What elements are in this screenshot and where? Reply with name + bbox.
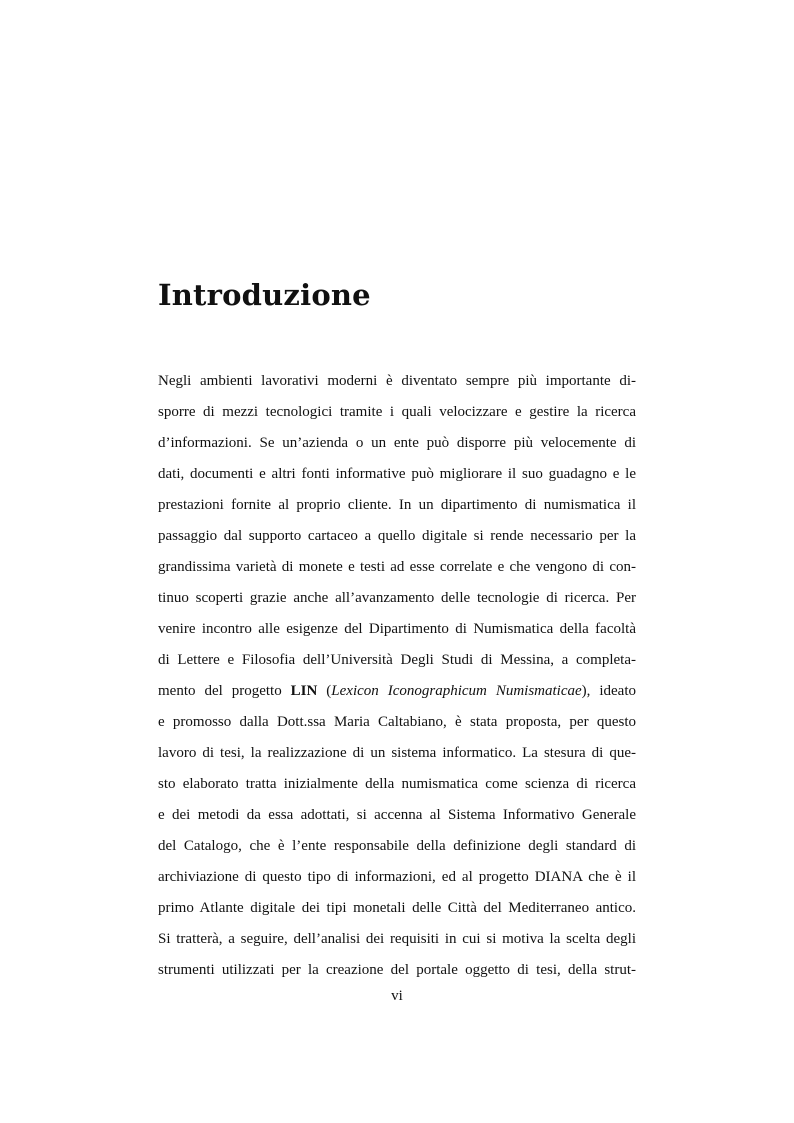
body-line: e dei metodi da essa adottati, si accenna al Sistema Informativo Generale (158, 807, 636, 823)
chapter-title: Introduzione (158, 278, 371, 312)
body-paragraph (158, 366, 636, 986)
body-line: d’informazioni. Se un’azienda o un ente può disporre più velocemente di (158, 435, 636, 451)
body-line: di Lettere e Filosofia dell’Università Degli Studi di Messina, a completa- (158, 652, 636, 668)
body-line: primo Atlante digitale dei tipi monetali delle Città del Mediterraneo antico. (158, 900, 636, 916)
lin-full-name: Lexicon Iconographicum Numismaticae (331, 683, 582, 699)
body-line: Si tratterà, a seguire, dell’analisi dei requisiti in cui si motiva la scelta degli (158, 931, 636, 947)
text-run: ( (317, 683, 332, 699)
body-line: prestazioni fornite al proprio cliente. In un dipartimento di numismatica il (158, 497, 636, 513)
body-line: Negli ambienti lavorativi moderni è diventato sempre più importante di- (158, 373, 636, 389)
body-line: dati, documenti e altri fonti informative può migliorare il suo guadagno e le (158, 466, 636, 482)
body-line: passaggio dal supporto cartaceo a quello digitale si rende necessario per la (158, 528, 636, 544)
body-line: grandissima varietà di monete e testi ad esse correlate e che vengono di con- (158, 559, 636, 575)
text-run: ), ideato (581, 683, 636, 699)
body-line-lin-project (158, 676, 636, 707)
body-line: del Catalogo, che è l’ente responsabile della definizione degli standard di (158, 838, 636, 854)
body-line: sporre di mezzi tecnologici tramite i quali velocizzare e gestire la ricerca (158, 404, 636, 420)
body-line: tinuo scoperti grazie anche all’avanzamento delle tecnologie di ricerca. Per (158, 590, 636, 606)
body-line: archiviazione di questo tipo di informazioni, ed al progetto DIANA che è il (158, 869, 636, 885)
body-line: strumenti utilizzati per la creazione del portale oggetto di tesi, della strut- (158, 962, 636, 978)
text-run: mento del progetto (158, 683, 291, 699)
lin-acronym: LIN (290, 683, 318, 699)
body-line: e promosso dalla Dott.ssa Maria Caltabiano, è stata proposta, per questo (158, 714, 636, 730)
body-line: venire incontro alle esigenze del Dipartimento di Numismatica della facoltà (158, 621, 636, 637)
body-line: sto elaborato tratta inizialmente della numismatica come scienza di ricerca (158, 776, 636, 792)
page-number: vi (391, 988, 403, 1004)
body-line: lavoro di tesi, la realizzazione di un sistema informatico. La stesura di que- (158, 745, 636, 761)
